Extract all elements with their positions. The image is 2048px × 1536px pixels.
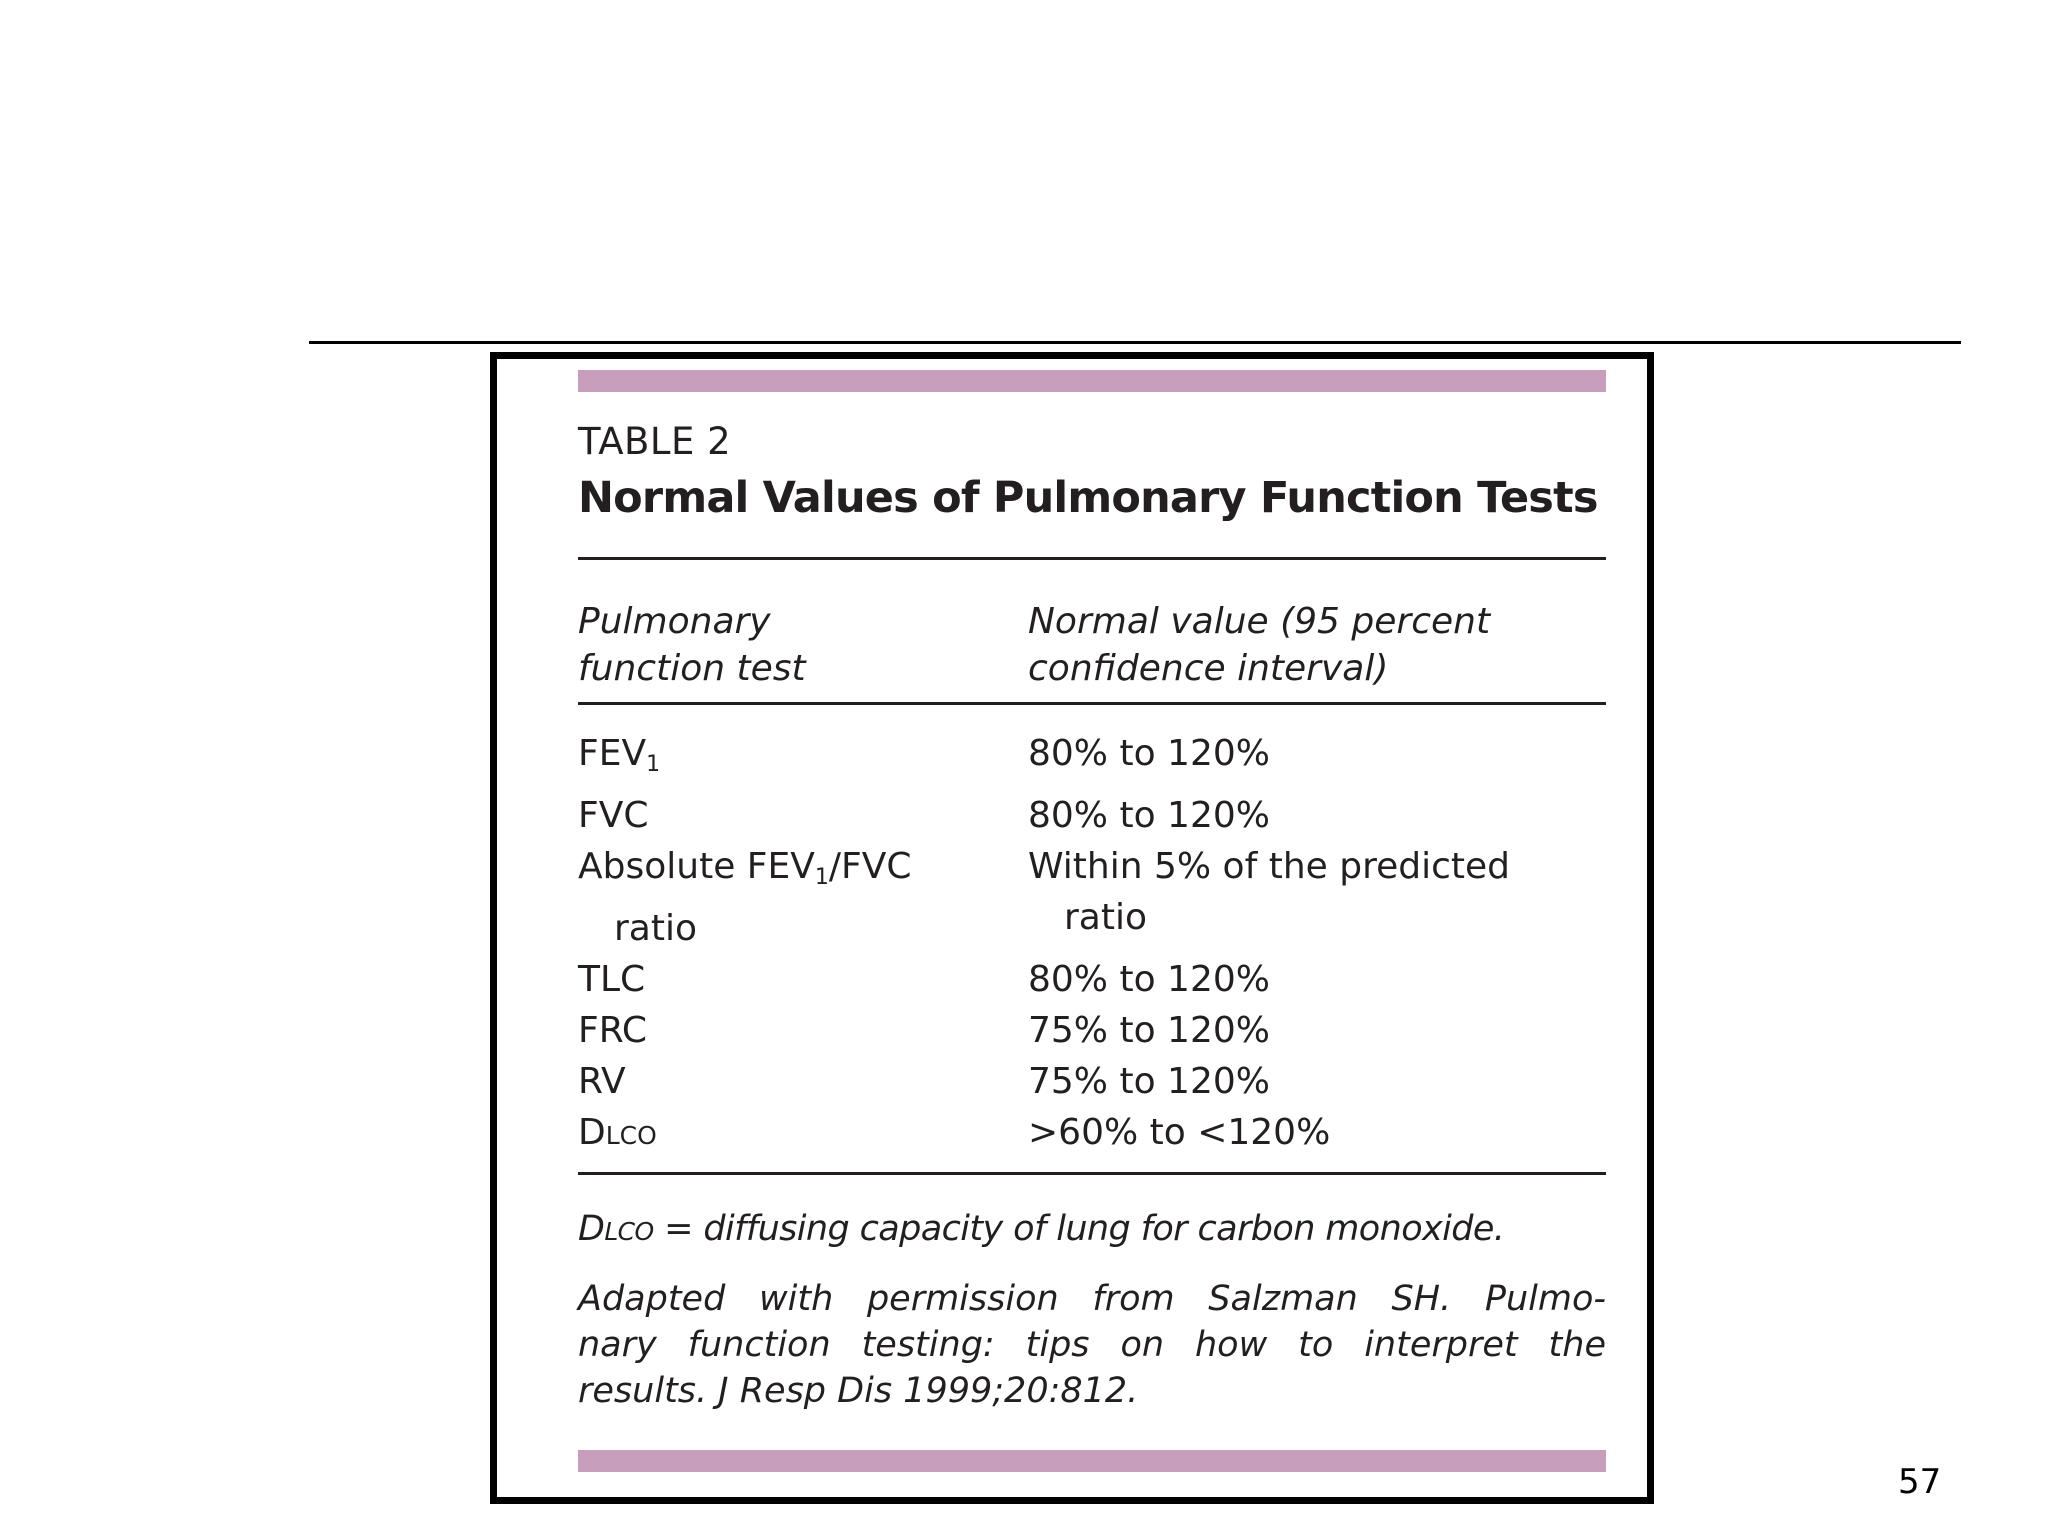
- cell-test-continuation: ratio: [614, 908, 698, 949]
- table-top-accent-band: [578, 370, 1606, 392]
- table-row-fev1: [578, 728, 1606, 790]
- table-row-rv: [578, 1056, 1606, 1107]
- cell-value: Within 5% of the predicted ratio: [1028, 841, 1606, 954]
- column-header-test-line2: function test: [578, 648, 806, 689]
- table-source-note: [578, 1276, 1606, 1414]
- title-divider: [578, 557, 1606, 560]
- table-row-tlc: [578, 954, 1606, 1005]
- table-row-fvc: [578, 790, 1606, 841]
- table-row-fev1-fvc-ratio: [578, 841, 1606, 954]
- table-body: [578, 728, 1606, 1158]
- source-line-1: Adapted with permission from Salzman SH. Pulmo-: [578, 1279, 1606, 1319]
- source-line-2: nary function testing: tips on how to interpret the: [578, 1325, 1606, 1365]
- cell-test: TLC: [578, 959, 646, 1000]
- cell-value: 80% to 120%: [1028, 795, 1270, 836]
- cell-test: $FEV_1$: [578, 733, 661, 777]
- cell-value: 75% to 120%: [1028, 1061, 1270, 1102]
- subscript: 1: [646, 752, 661, 777]
- subscript: 1: [814, 865, 829, 890]
- cell-test: FRC: [578, 1010, 648, 1051]
- cell-value: >60% to <120%: [1028, 1112, 1331, 1153]
- cell-test: Absolute $FEV_1$/FVC ratio: [578, 841, 1028, 954]
- footnote-term: Dlco: [578, 1209, 654, 1249]
- table-title: Normal Values of Pulmonary Function Tests: [578, 473, 1598, 523]
- column-header-test: [578, 598, 806, 692]
- cell-test: Dlco: [578, 1112, 657, 1153]
- cell-value-continuation: ratio: [1064, 897, 1148, 938]
- source-line-3: results. J Resp Dis 1999;20:812.: [578, 1371, 1139, 1411]
- table-footnote: [578, 1206, 1606, 1252]
- cell-value: 80% to 120%: [1028, 733, 1270, 774]
- slide-header-rule: [309, 341, 1961, 344]
- column-header-value-line1: Normal value (95 percent: [1028, 601, 1491, 642]
- column-header-value-line2: confidence interval): [1028, 648, 1389, 689]
- column-header-value: [1028, 598, 1490, 692]
- table-row-frc: [578, 1005, 1606, 1056]
- cell-test: RV: [578, 1061, 626, 1102]
- cell-value: 75% to 120%: [1028, 1010, 1270, 1051]
- footnote-definition: = diffusing capacity of lung for carbon monoxide.: [653, 1209, 1505, 1249]
- cell-value: 80% to 120%: [1028, 959, 1270, 1000]
- table-row-dlco: [578, 1107, 1606, 1158]
- cell-test: FVC: [578, 795, 649, 836]
- page-number: 57: [1898, 1462, 1942, 1502]
- column-header-test-line1: Pulmonary: [578, 601, 771, 642]
- table-bottom-accent-band: [578, 1450, 1606, 1472]
- table-label: TABLE 2: [578, 420, 732, 463]
- table-bottom-divider: [578, 1172, 1606, 1175]
- header-divider: [578, 702, 1606, 705]
